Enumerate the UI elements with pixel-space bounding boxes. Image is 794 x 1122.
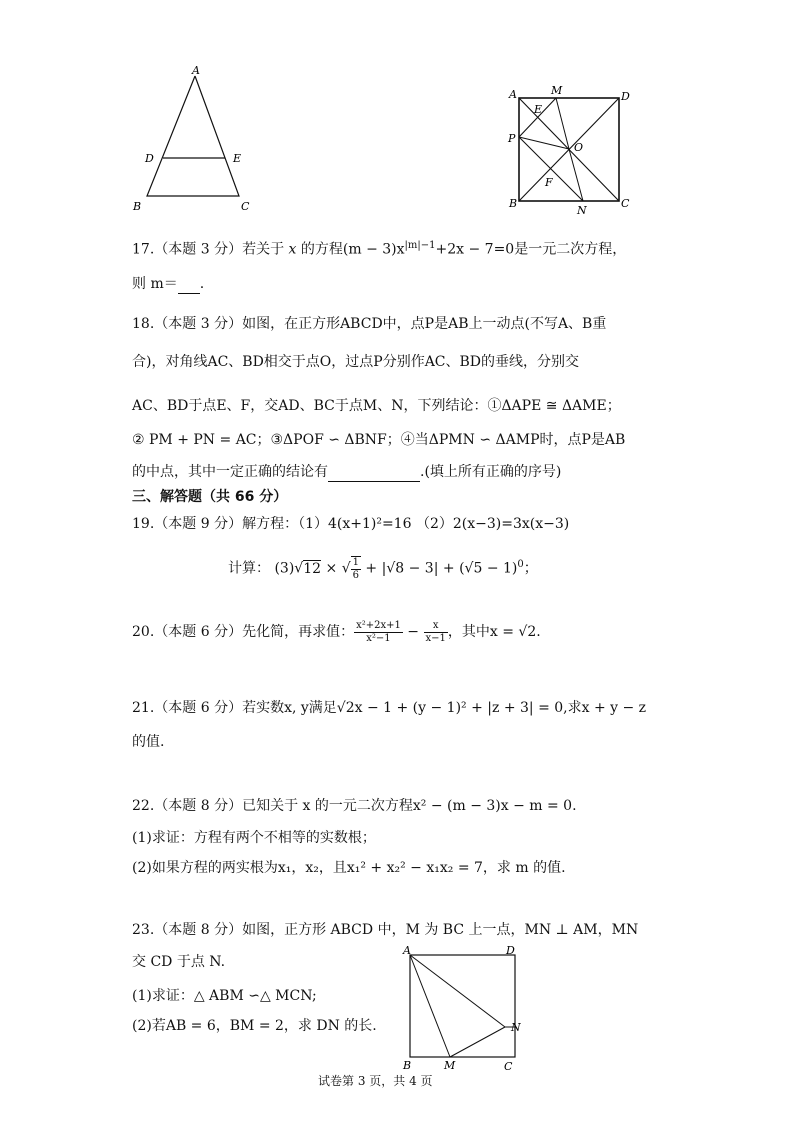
- q17-text-d: 则 m＝: [132, 276, 178, 292]
- q20-text-a: 20.（本题 6 分）先化简，再求值：: [132, 624, 355, 640]
- q17-text-c: +2x − 7=0是一元二次方程，: [435, 241, 627, 258]
- fig-sq1-label-d: D: [621, 90, 630, 103]
- q18-line3: AC、BD于点E、F，交AD、BC于点M、N，下列结论：①ΔAPE ≅ ΔAME；: [132, 398, 621, 414]
- fig-sq2-label-d: D: [506, 944, 515, 957]
- q17-text-a: 17.（本题 3 分）若关于: [132, 241, 289, 258]
- fig-sq1-label-p: P: [508, 132, 516, 145]
- q20-f1-den: x²−1: [366, 632, 391, 644]
- q18-line1: 18.（本题 3 分）如图，在正方形ABCD中，点P是AB上一动点(不写A、B重: [132, 316, 607, 332]
- q19-plus2: +: [438, 560, 460, 577]
- q17-line1: [132, 236, 626, 260]
- q23-line3: (1)求证：△ ABM ∽△ MCN;: [132, 988, 317, 1004]
- q22-line2: (1)求证：方程有两个不相等的实数根；: [132, 830, 376, 846]
- q19-fraction: [351, 556, 361, 582]
- q23-line2: 交 CD 于点 N.: [132, 954, 226, 970]
- q20-f1-num: x²+2x+1: [356, 619, 401, 631]
- q20-fraction2: [424, 620, 448, 645]
- fig-sq1-label-f: F: [545, 176, 553, 189]
- q19-part3: (3): [274, 560, 295, 577]
- q18-text-a: 的中点，其中一定正确的结论有: [132, 464, 328, 480]
- q20-text-b: ，其中x = √2.: [447, 624, 541, 640]
- q18-answer-blank[interactable]: [328, 467, 420, 482]
- q20-f2-num: x: [424, 620, 448, 633]
- q19-frac-num: 1: [352, 556, 359, 568]
- q17-text-b: 的方程(m − 3)x: [296, 241, 405, 258]
- q19-end: ；: [523, 560, 538, 577]
- fig-sq2-label-m: M: [444, 1059, 456, 1072]
- q19-plus1: +: [360, 560, 382, 577]
- fig-sq2-label-n: N: [511, 1021, 521, 1034]
- q19-abs-inner: √8 − 3: [386, 560, 434, 577]
- q23-line1: 23.（本题 8 分）如图，正方形 ABCD 中，M 为 BC 上一点，MN ⊥ AM，MN: [132, 922, 639, 938]
- q18-line4: ② PM + PN = AC；③ΔPOF ∽ ΔBNF；④当ΔPMN ∽ ΔAMP时，点P是AB: [132, 432, 626, 448]
- fig-sq1-label-o: O: [574, 141, 584, 154]
- q19-calc-label: 计算：: [228, 560, 270, 577]
- q17-var-x: x: [288, 241, 297, 258]
- q17-text-e: .: [199, 276, 205, 292]
- q19-frac-den: 6: [352, 569, 359, 581]
- fig-sq1-label-a: A: [509, 88, 517, 101]
- q21-line1: 21.（本题 6 分）若实数x, y满足√2x − 1 + (y − 1)² + |z + 3| = 0,求x + y − z: [132, 700, 647, 716]
- fig-sq1-label-b: B: [509, 197, 518, 210]
- q20-line: [132, 618, 541, 646]
- fig-sq2-label-c: C: [504, 1060, 513, 1073]
- q17-line2: [132, 274, 204, 294]
- fig-tri-label-d: D: [145, 152, 154, 165]
- q19-line1: 19.（本题 9 分）解方程：（1）4(x+1)²=16 （2）2(x−3)=3x(x−3): [132, 516, 570, 532]
- triangle-figure: [125, 62, 265, 222]
- q18-text-b: .(填上所有正确的序号): [420, 464, 562, 480]
- q19-exp0: 0: [517, 559, 524, 570]
- fig-tri-label-b: B: [133, 200, 142, 213]
- fig-sq1-label-n: N: [577, 204, 587, 217]
- square-diagonals-figure: [505, 82, 635, 218]
- fig-sq1-label-m: M: [551, 84, 563, 97]
- q19-sqrt12: 12: [303, 560, 322, 577]
- q20-f2-den: x−1: [425, 632, 446, 644]
- q23-line4: (2)若AB = 6，BM = 2，求 DN 的长.: [132, 1018, 377, 1034]
- section-title: 三、解答题（共 66 分）: [132, 489, 288, 505]
- q22-line1: 22.（本题 8 分）已知关于 x 的一元二次方程x² − (m − 3)x − m = 0.: [132, 798, 577, 814]
- fig-tri-label-e: E: [233, 152, 242, 165]
- fig-sq1-label-e: E: [534, 103, 543, 116]
- q18-line5: [132, 462, 561, 482]
- q17-exponent: |m|−1: [404, 240, 436, 251]
- q22-line3: (2)如果方程的两实根为x₁，x₂，且x₁² + x₂² − x₁x₂ = 7，求 m 的值.: [132, 860, 566, 876]
- fig-sq1-label-c: C: [621, 197, 630, 210]
- q20-fraction1: [354, 620, 403, 645]
- q19-times: ×: [321, 560, 342, 577]
- fig-tri-label-a: A: [192, 64, 200, 77]
- q21-line2: 的值.: [132, 734, 165, 750]
- page-footer: 试卷第 3 页，共 4 页: [318, 1074, 433, 1088]
- fig-sq2-label-a: A: [403, 944, 411, 957]
- q19-calc-line: 计算： (3)√12 × √ $\frac{1}{6}$ + $|√8 - 3| + (√5 - 1)^0$；: [228, 556, 538, 581]
- square-amn-figure: [398, 942, 532, 1074]
- q18-line2: 合)，对角线AC、BD相交于点O，过点P分别作AC、BD的垂线，分别交: [132, 354, 580, 370]
- q20-minus: −: [402, 624, 424, 640]
- fig-tri-label-c: C: [241, 200, 250, 213]
- fig-sq2-label-b: B: [403, 1059, 412, 1072]
- q17-answer-blank[interactable]: [178, 279, 200, 294]
- q19-paren-inner: (√5 − 1): [459, 560, 518, 577]
